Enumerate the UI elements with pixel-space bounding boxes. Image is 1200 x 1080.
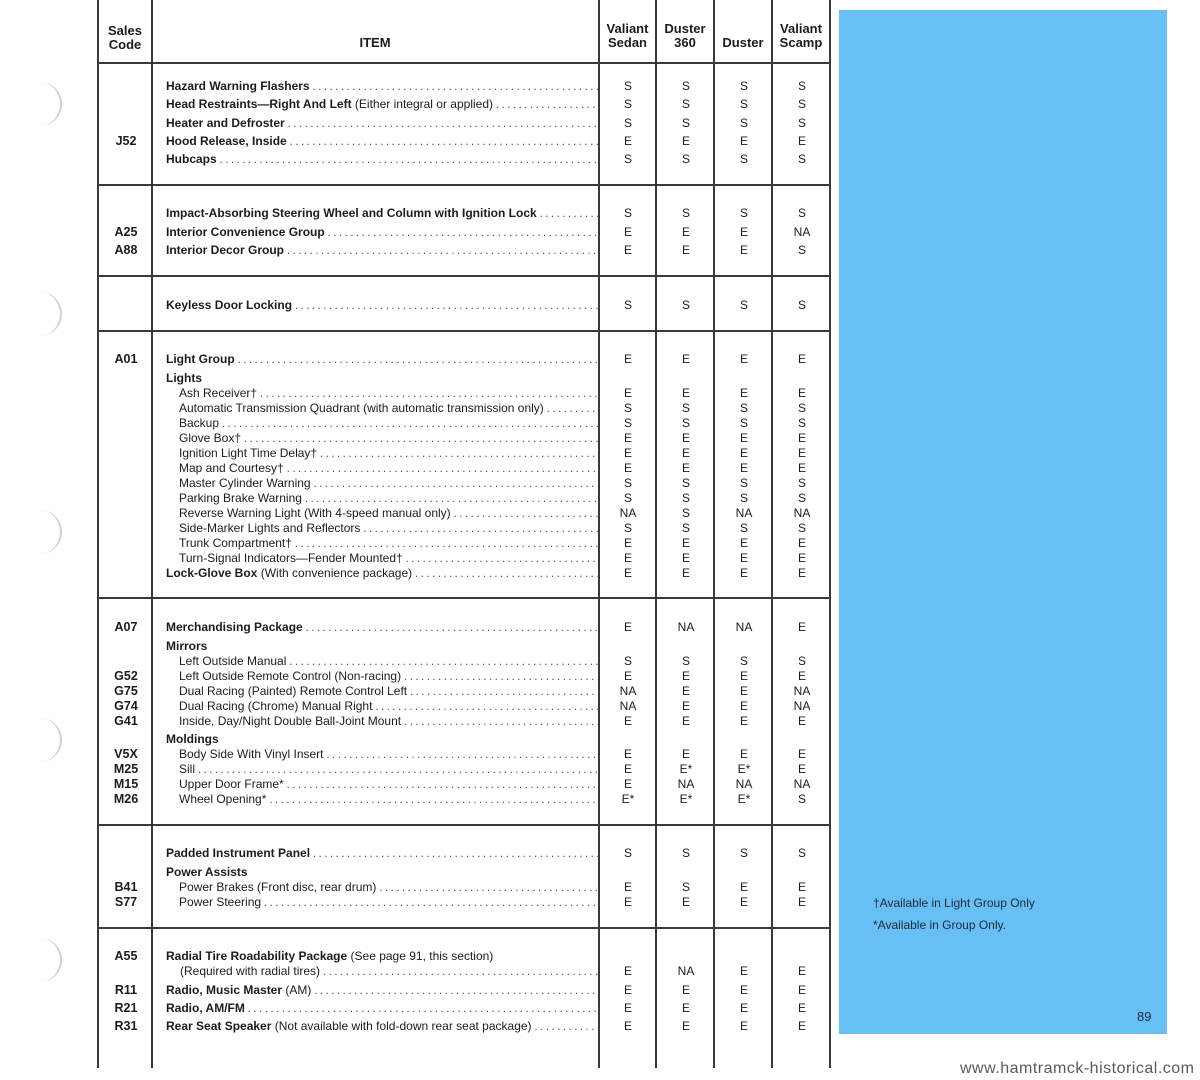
availability-cell: E <box>797 446 806 460</box>
sales-code: R31 <box>114 1019 138 1033</box>
availability-cell: S <box>739 416 748 430</box>
sales-code: B41 <box>114 880 138 894</box>
item-name: Padded Instrument Panel <box>166 846 311 860</box>
availability-cell: E <box>623 225 632 239</box>
availability-cell: S <box>797 416 806 430</box>
availability-cell: E <box>681 669 690 683</box>
item-name: Sill <box>179 762 196 776</box>
availability-cell: E <box>681 446 690 460</box>
item-label <box>179 446 598 460</box>
sales-code: G75 <box>114 684 138 698</box>
item-name: Side-Marker Lights and Reflectors <box>179 521 361 535</box>
availability-cell: NA <box>619 684 637 698</box>
availability-cell: E <box>739 880 748 894</box>
availability-cell: S <box>623 401 632 415</box>
availability-cell: E <box>797 134 806 148</box>
item-name: Moldings <box>166 732 219 746</box>
availability-cell: S <box>797 476 806 490</box>
availability-cell: E <box>739 243 748 257</box>
item-name: (Required with radial tires) <box>180 964 321 978</box>
item-label <box>179 521 598 535</box>
watermark: www.hamtramck-historical.com <box>960 1060 1195 1077</box>
availability-cell: E <box>739 964 748 978</box>
sales-code: M26 <box>113 792 139 806</box>
item-label <box>179 401 598 415</box>
item-label <box>166 97 598 111</box>
item-name: Ash Receiver† <box>179 386 258 400</box>
item-note: (AM) <box>285 983 312 997</box>
availability-cell: S <box>797 491 806 505</box>
availability-cell: NA <box>619 506 637 520</box>
availability-cell: E <box>681 431 690 445</box>
availability-cell: S <box>681 152 690 166</box>
availability-cell: S <box>797 243 806 257</box>
availability-cell: E <box>797 536 806 550</box>
availability-cell: S <box>623 152 632 166</box>
availability-cell: E <box>739 669 748 683</box>
binder-hole <box>34 938 62 982</box>
item-name: Ignition Light Time Delay† <box>179 446 318 460</box>
sales-code: R11 <box>114 983 138 997</box>
availability-cell: E <box>797 620 806 634</box>
availability-cell: E <box>739 1001 748 1015</box>
availability-cell: S <box>739 206 748 220</box>
item-name: Left Outside Remote Control (Non-racing) <box>179 669 402 683</box>
table-border-left <box>97 0 99 1068</box>
item-label <box>166 1001 598 1015</box>
item-label <box>166 152 598 166</box>
availability-cell: E <box>623 243 632 257</box>
availability-cell: E <box>623 536 632 550</box>
availability-cell: E* <box>679 762 693 776</box>
availability-cell: E <box>623 983 632 997</box>
item-label <box>166 352 598 366</box>
availability-cell: E <box>739 566 748 580</box>
availability-cell: E <box>739 536 748 550</box>
availability-cell: E <box>623 386 632 400</box>
availability-cell: S <box>623 846 632 860</box>
availability-cell: E <box>739 352 748 366</box>
sales-code: A07 <box>114 620 138 634</box>
item-label <box>166 206 598 220</box>
item-label <box>166 639 598 653</box>
availability-cell: S <box>797 116 806 130</box>
availability-cell: E <box>623 747 632 761</box>
item-name: Lights <box>166 371 202 385</box>
availability-cell: S <box>681 654 690 668</box>
availability-cell: S <box>681 401 690 415</box>
availability-cell: S <box>739 152 748 166</box>
item-name: Impact-Absorbing Steering Wheel and Column with Ignition Lock <box>166 206 537 220</box>
availability-cell: S <box>739 491 748 505</box>
availability-cell: E <box>623 446 632 460</box>
availability-cell: E <box>797 762 806 776</box>
availability-cell: E* <box>737 762 751 776</box>
item-name: Trunk Compartment† <box>179 536 292 550</box>
availability-cell: E <box>797 566 806 580</box>
section-rule <box>97 184 831 186</box>
item-note: (Not available with fold-down rear seat package) <box>274 1019 532 1033</box>
item-name: Radial Tire Roadability Package <box>166 949 348 963</box>
availability-cell: E <box>623 134 632 148</box>
item-name: Parking Brake Warning <box>179 491 302 505</box>
availability-cell: S <box>797 401 806 415</box>
availability-cell: S <box>681 521 690 535</box>
availability-cell: S <box>681 97 690 111</box>
availability-cell: NA <box>735 506 753 520</box>
item-name: Master Cylinder Warning <box>179 476 311 490</box>
availability-cell: E <box>623 669 632 683</box>
availability-cell: E <box>681 747 690 761</box>
availability-cell: NA <box>793 777 811 791</box>
availability-cell: E <box>797 964 806 978</box>
item-label <box>179 777 598 791</box>
availability-cell: S <box>739 97 748 111</box>
availability-cell: E <box>739 699 748 713</box>
sales-code: A25 <box>114 225 138 239</box>
availability-cell: S <box>623 416 632 430</box>
item-name: Light Group <box>166 352 235 366</box>
item-label <box>179 747 598 761</box>
availability-cell: E* <box>737 792 751 806</box>
availability-cell: E <box>623 566 632 580</box>
item-name: Power Steering <box>179 895 262 909</box>
availability-cell: S <box>623 206 632 220</box>
availability-cell: E <box>623 714 632 728</box>
item-note: (With convenience package) <box>260 566 413 580</box>
sales-code: A88 <box>114 243 138 257</box>
availability-cell: NA <box>677 777 695 791</box>
sales-code: J52 <box>115 134 137 148</box>
item-label <box>179 699 598 713</box>
availability-cell: E <box>681 699 690 713</box>
availability-cell: E <box>681 461 690 475</box>
availability-cell: E <box>797 895 806 909</box>
availability-cell: S <box>797 521 806 535</box>
availability-cell: E <box>739 386 748 400</box>
availability-cell: E <box>681 134 690 148</box>
availability-cell: NA <box>793 225 811 239</box>
item-label <box>179 895 598 909</box>
item-name: Radio, Music Master <box>166 983 283 997</box>
availability-cell: E <box>739 225 748 239</box>
header-item: ITEM <box>359 35 391 50</box>
availability-cell: E <box>681 536 690 550</box>
item-label <box>179 461 598 475</box>
availability-cell: E <box>623 880 632 894</box>
item-name: Heater and Defroster <box>166 116 285 130</box>
side-panel <box>839 10 1167 1034</box>
availability-cell: E <box>681 386 690 400</box>
availability-cell: E <box>739 446 748 460</box>
item-name: Interior Convenience Group <box>166 225 325 239</box>
availability-cell: S <box>623 298 632 312</box>
sales-code: A55 <box>114 949 138 963</box>
availability-cell: S <box>681 880 690 894</box>
item-name: Lock-Glove Box <box>166 566 258 580</box>
availability-cell: E <box>797 669 806 683</box>
binder-hole <box>34 718 62 762</box>
availability-cell: E <box>797 431 806 445</box>
sales-code: G74 <box>114 699 138 713</box>
availability-cell: E <box>739 461 748 475</box>
availability-cell: E <box>739 134 748 148</box>
availability-cell: E <box>681 983 690 997</box>
item-label <box>179 491 598 505</box>
item-name: Hubcaps <box>166 152 217 166</box>
item-label <box>166 116 598 130</box>
availability-cell: E <box>739 1019 748 1033</box>
availability-cell: S <box>623 476 632 490</box>
item-label <box>179 431 598 445</box>
binder-hole <box>34 510 62 554</box>
availability-cell: S <box>623 116 632 130</box>
availability-cell: E <box>681 225 690 239</box>
availability-cell: E <box>797 386 806 400</box>
availability-cell: S <box>739 846 748 860</box>
availability-cell: E <box>623 461 632 475</box>
item-name: Left Outside Manual <box>179 654 287 668</box>
item-label <box>166 620 598 634</box>
item-note: (See page 91, this section) <box>350 949 494 963</box>
availability-cell: S <box>623 491 632 505</box>
availability-cell: E <box>739 714 748 728</box>
availability-cell: S <box>797 654 806 668</box>
header-valiant-scamp: Valiant Scamp <box>779 21 823 50</box>
item-label <box>166 298 598 312</box>
availability-cell: S <box>739 476 748 490</box>
item-label <box>179 386 598 400</box>
availability-cell: E <box>623 762 632 776</box>
section-rule <box>97 330 831 332</box>
item-label <box>180 964 598 978</box>
availability-cell: NA <box>793 506 811 520</box>
availability-cell: E <box>681 551 690 565</box>
item-label <box>179 792 598 806</box>
availability-cell: S <box>739 654 748 668</box>
availability-cell: NA <box>793 684 811 698</box>
binder-hole <box>34 82 62 126</box>
availability-cell: S <box>797 298 806 312</box>
availability-cell: E <box>797 352 806 366</box>
availability-cell: E <box>623 1019 632 1033</box>
item-label <box>166 134 598 148</box>
item-label <box>179 506 598 520</box>
availability-cell: S <box>681 206 690 220</box>
item-name: Reverse Warning Light (With 4-speed manual only) <box>179 506 451 520</box>
availability-cell: S <box>681 476 690 490</box>
footnote-dagger: †Available in Light Group Only <box>873 896 1035 910</box>
availability-cell: S <box>623 79 632 93</box>
availability-cell: S <box>623 97 632 111</box>
item-name: Power Assists <box>166 865 248 879</box>
item-label <box>179 654 598 668</box>
availability-cell: E <box>739 684 748 698</box>
availability-cell: E <box>623 551 632 565</box>
item-name: Keyless Door Locking <box>166 298 293 312</box>
availability-cell: E <box>681 243 690 257</box>
availability-cell: NA <box>677 964 695 978</box>
item-name: Turn-Signal Indicators—Fender Mounted† <box>179 551 403 565</box>
item-name: Rear Seat Speaker <box>166 1019 272 1033</box>
availability-cell: E <box>739 747 748 761</box>
availability-cell: E <box>739 895 748 909</box>
item-name: Body Side With Vinyl Insert <box>179 747 324 761</box>
availability-cell: E <box>797 880 806 894</box>
item-label <box>166 79 598 93</box>
availability-cell: E <box>623 431 632 445</box>
availability-cell: E <box>797 983 806 997</box>
footnote-star: *Available in Group Only. <box>873 918 1006 932</box>
availability-cell: S <box>739 401 748 415</box>
item-label <box>166 225 598 239</box>
item-name: Head Restraints—Right And Left <box>166 97 352 111</box>
availability-cell: S <box>623 654 632 668</box>
sales-code: S77 <box>114 895 138 909</box>
availability-cell: E <box>797 747 806 761</box>
item-note: (Either integral or applied) <box>354 97 493 111</box>
header-rule <box>97 62 831 64</box>
item-label <box>179 476 598 490</box>
item-name: Inside, Day/Night Double Ball-Joint Mount <box>179 714 402 728</box>
section-rule <box>97 824 831 826</box>
item-name: Glove Box† <box>179 431 242 445</box>
item-label <box>166 732 598 746</box>
item-label <box>179 714 598 728</box>
availability-cell: NA <box>793 699 811 713</box>
item-name: Automatic Transmission Quadrant (with automatic transmission only) <box>179 401 544 415</box>
item-label <box>179 536 598 550</box>
availability-cell: S <box>681 298 690 312</box>
item-name: Dual Racing (Chrome) Manual Right <box>179 699 373 713</box>
sales-code: A01 <box>114 352 138 366</box>
availability-cell: NA <box>735 777 753 791</box>
availability-cell: E <box>797 1001 806 1015</box>
header-duster-360: Duster 360 <box>664 21 706 50</box>
item-name: Upper Door Frame* <box>179 777 284 791</box>
item-label <box>179 669 598 683</box>
header-valiant-sedan: Valiant Sedan <box>606 21 649 50</box>
availability-cell: E <box>623 895 632 909</box>
availability-cell: S <box>681 416 690 430</box>
sales-code: V5X <box>114 747 138 761</box>
item-label <box>179 880 598 894</box>
availability-cell: E <box>739 551 748 565</box>
availability-cell: S <box>739 116 748 130</box>
section-rule <box>97 597 831 599</box>
availability-cell: E <box>623 352 632 366</box>
availability-cell: E <box>797 714 806 728</box>
availability-cell: S <box>797 79 806 93</box>
availability-cell: E <box>739 431 748 445</box>
availability-cell: E <box>623 620 632 634</box>
availability-cell: E <box>739 983 748 997</box>
sales-code: R21 <box>114 1001 138 1015</box>
availability-cell: E <box>797 1019 806 1033</box>
item-label <box>166 566 598 580</box>
item-label <box>166 949 598 963</box>
item-name: Mirrors <box>166 639 208 653</box>
availability-cell: E <box>623 777 632 791</box>
item-name: Hazard Warning Flashers <box>166 79 310 93</box>
item-label <box>179 684 598 698</box>
availability-cell: S <box>681 506 690 520</box>
availability-cell: S <box>797 97 806 111</box>
sales-code: M25 <box>113 762 139 776</box>
availability-cell: E <box>681 684 690 698</box>
availability-cell: S <box>739 79 748 93</box>
item-name: Power Brakes (Front disc, rear drum) <box>179 880 377 894</box>
availability-cell: NA <box>619 699 637 713</box>
item-name: Map and Courtesy† <box>179 461 284 475</box>
item-name: Dual Racing (Painted) Remote Control Left <box>179 684 408 698</box>
sales-code: M15 <box>113 777 139 791</box>
availability-cell: S <box>623 521 632 535</box>
item-label <box>166 983 598 997</box>
availability-cell: S <box>797 206 806 220</box>
availability-cell: E <box>681 714 690 728</box>
section-rule <box>97 927 831 929</box>
header-duster: Duster <box>722 35 764 50</box>
sales-code: G52 <box>114 669 138 683</box>
availability-cell: S <box>681 79 690 93</box>
availability-cell: S <box>681 116 690 130</box>
header-sales-code: Sales Code <box>108 23 142 52</box>
availability-cell: E <box>623 1001 632 1015</box>
availability-cell: E <box>797 461 806 475</box>
item-label <box>166 1019 598 1033</box>
section-rule <box>97 275 831 277</box>
availability-cell: S <box>739 521 748 535</box>
availability-cell: E* <box>621 792 635 806</box>
sales-code: G41 <box>114 714 138 728</box>
item-name: Hood Release, Inside <box>166 134 287 148</box>
availability-cell: E* <box>679 792 693 806</box>
item-name: Merchandising Package <box>166 620 303 634</box>
item-label <box>166 371 598 385</box>
availability-cell: E <box>681 1001 690 1015</box>
item-name: Radio, AM/FM <box>166 1001 245 1015</box>
item-name: Wheel Opening* <box>179 792 267 806</box>
availability-cell: E <box>681 566 690 580</box>
availability-cell: NA <box>735 620 753 634</box>
availability-cell: E <box>681 352 690 366</box>
availability-cell: S <box>739 298 748 312</box>
availability-cell: S <box>797 792 806 806</box>
availability-cell: E <box>681 895 690 909</box>
availability-cell: E <box>623 964 632 978</box>
item-label <box>166 865 598 879</box>
item-name: Backup <box>179 416 220 430</box>
availability-cell: S <box>797 846 806 860</box>
availability-cell: E <box>681 1019 690 1033</box>
availability-cell: NA <box>677 620 695 634</box>
item-name: Interior Decor Group <box>166 243 285 257</box>
availability-cell: E <box>797 551 806 565</box>
binder-hole <box>34 292 62 336</box>
item-label <box>179 551 598 565</box>
page-number: 89 <box>1137 1009 1152 1024</box>
availability-cell: S <box>681 491 690 505</box>
availability-cell: S <box>797 152 806 166</box>
item-label <box>166 243 598 257</box>
item-label <box>179 416 598 430</box>
availability-cell: S <box>681 846 690 860</box>
item-label <box>166 846 598 860</box>
item-label <box>179 762 598 776</box>
